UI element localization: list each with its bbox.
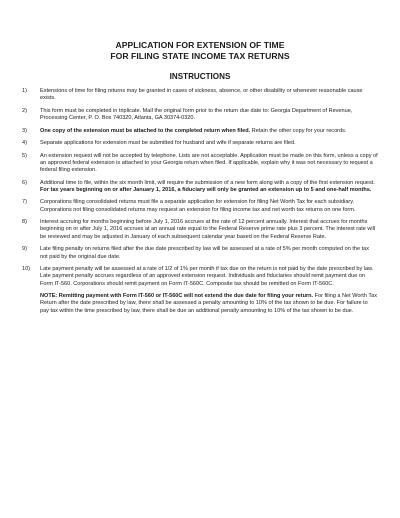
instruction-text: [40, 199, 378, 214]
instruction-text-part: Corporations filing consolidated returns must file a separate application for extension for filing Net Worth Tax for each subsidiary. Corporations not filing consolidated returns may request an extension for filing income tax and net worth tax returns on one form.: [40, 199, 356, 213]
instruction-number: 6): [22, 179, 27, 186]
instruction-text: [40, 180, 378, 195]
note-text-part: For filing a Net Worth Tax Return after the date prescribed by law, there shall be assessed a penalty amounting to 10% of the tax shown to be due. For failure to pay tax within the time prescribed by law, there shall be due an additional penalty amounting to 10% of the tax shown to be due.: [40, 292, 377, 314]
instruction-item: [22, 128, 378, 135]
instruction-text: [40, 128, 378, 135]
instruction-text-bold: One copy of the extension must be attached to the completed return when filed.: [40, 127, 251, 134]
instruction-text-bold: For tax years beginning on or after January 1, 2016, a fiduciary will only be granted an extension up to 5 and one-half months.: [40, 186, 372, 193]
instruction-text: [40, 246, 378, 261]
instruction-number: 3): [22, 127, 27, 134]
instruction-text-part: Separate applications for extension must be submitted for husband and wife if separate returns are filed.: [40, 140, 296, 147]
instruction-number: 8): [22, 219, 27, 226]
instruction-text: [40, 219, 378, 241]
instruction-note: [40, 293, 378, 315]
instruction-text-part: Late payment penalty will be assessed at a rate of 1/2 of 1% per month if tax due on the return is not paid by the date prescribed by law. Late payment penalty accrues regardless of an approved extension request. Individuals and fiduciaries should remit payment due on Form IT-560. Corporations should remit payment on Form IT-560C. Composite tax should be remitted on Form IT-560C.: [40, 266, 374, 287]
document-title: [22, 40, 378, 61]
instruction-item: [22, 219, 378, 241]
instruction-text-part: Late filing penalty on returns filed after the due date prescribed by law will be assessed at a rate of 5% per month computed on the tax not paid by the original due date.: [40, 246, 369, 260]
instruction-number: 1): [22, 88, 27, 94]
instruction-text-part: Extensions of time for filing returns may be granted in cases of sickness, absence, or other disability or whenever reasonable cause exists.: [40, 88, 363, 102]
title-line-1: APPLICATION FOR EXTENSION OF TIME: [115, 40, 285, 50]
instruction-item: [22, 108, 378, 123]
instruction-number: 2): [22, 107, 27, 114]
instruction-item: [22, 153, 378, 175]
note-text-bold: NOTE: Remitting payment with Form IT-560 or IT-560C will not extend the due date for filing your return.: [40, 292, 314, 299]
instruction-item: [22, 266, 378, 315]
instructions-heading: INSTRUCTIONS: [169, 72, 231, 81]
instruction-item: [22, 140, 378, 147]
instruction-text: [40, 153, 378, 175]
instruction-number: 7): [22, 199, 27, 206]
instruction-text: [40, 140, 378, 147]
instruction-number: 5): [22, 152, 27, 159]
instruction-text-part: This form must be completed in triplicate. Mail the original form prior to the return due date to: Georgia Department of Revenue, Processing Center, P. O. Box 740320, Atlanta, GA 30374-0320.: [40, 107, 353, 122]
instruction-number: 9): [22, 246, 27, 253]
instruction-item: [22, 88, 378, 103]
instruction-text: [40, 88, 378, 103]
instruction-item: [22, 199, 378, 214]
instruction-text-part: Retain the other copy for your records.: [250, 127, 347, 134]
instruction-item: [22, 246, 378, 261]
instruction-text: [40, 108, 378, 123]
instruction-number: 4): [22, 140, 27, 147]
instruction-text-part: Additional time to file, within the six month limit, will require the submission of a new form along with a copy of the first extension request.: [40, 179, 375, 186]
instruction-list: [22, 88, 378, 315]
instruction-text: [40, 266, 378, 288]
title-line-2: FOR FILING STATE INCOME TAX RETURNS: [110, 50, 290, 61]
instruction-item: [22, 180, 378, 195]
instruction-text-part: Interest accruing for months beginning before July 1, 2016 accrues at the rate of 12 percent annually. Interest that accrues for months beginning on or after July 1, 2016 accrues at an annual rate equal to the Federal Reserve prime rate plus 3 percent. The interest rate will be reviewed and may be adjusted in January of each subsequent calendar year based on the Federal Reserve Rate.: [40, 219, 376, 240]
instruction-number: 10): [22, 266, 31, 273]
instruction-text-part: An extension request will not be accepted by telephone. Lists are not acceptable. Application must be made on this form, unless a copy of an approved federal extension is attached to your Georgia return when filed. If applicable, explain why it was not necessary to request a federal filing extension.: [40, 152, 378, 174]
